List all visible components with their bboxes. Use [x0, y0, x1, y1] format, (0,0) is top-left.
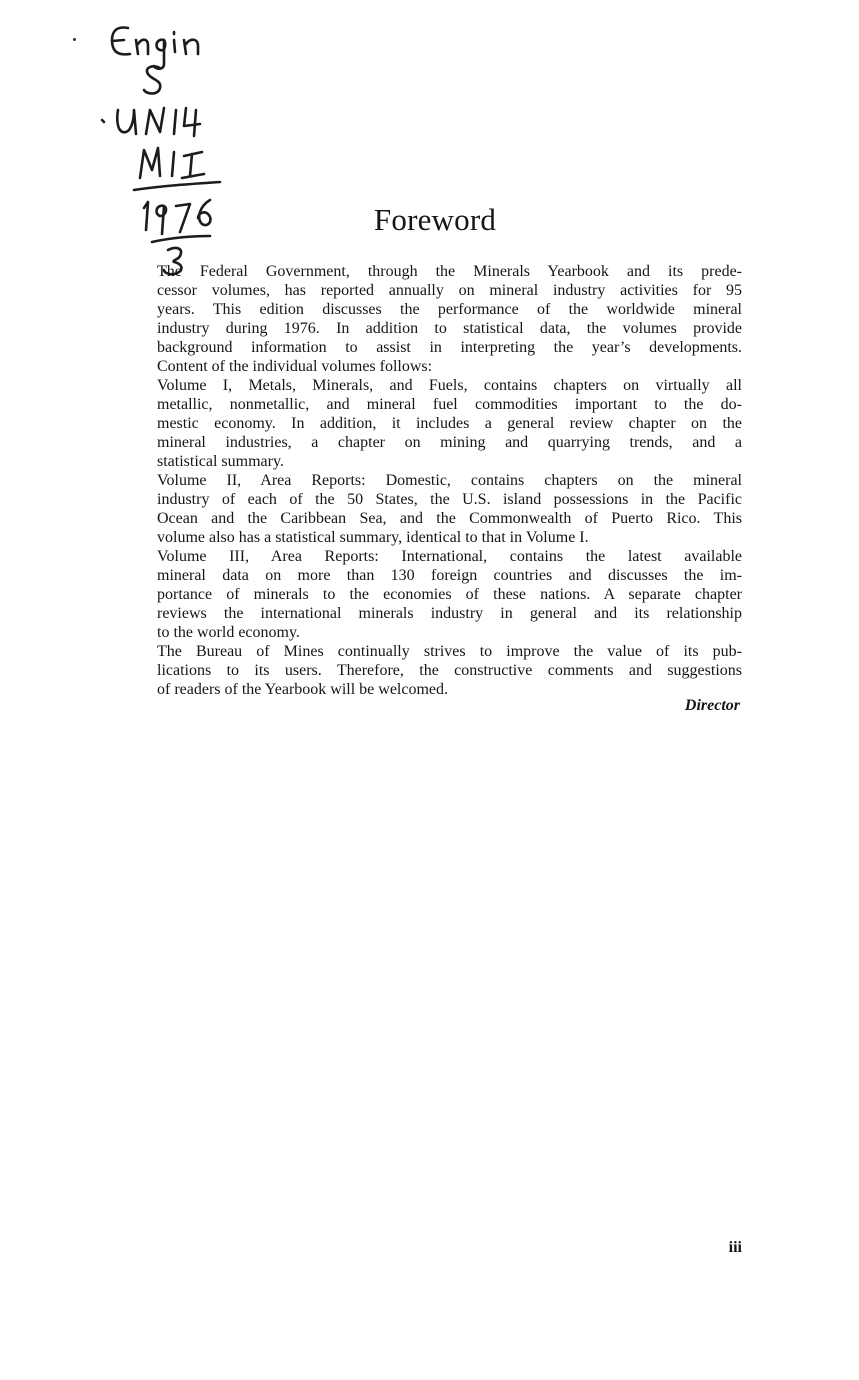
- text-line: Content of the individual volumes follows:: [157, 358, 433, 375]
- text-line: reviews the international minerals industry in general and its relationship: [157, 605, 742, 622]
- handwritten-annotation: [60, 10, 260, 280]
- text-line: cessor volumes, has reported annually on mineral industry activities for 95: [157, 282, 742, 299]
- text-line: volume also has a statistical summary, identical to that in Volume I.: [157, 529, 589, 546]
- foreword-body: [137, 262, 742, 699]
- paragraph-closing: [137, 642, 742, 699]
- text-line: statistical summary.: [157, 453, 284, 470]
- paragraph-volume-2: [137, 471, 742, 547]
- text-line: lications to its users. Therefore, the constructive comments and suggestions: [157, 662, 742, 679]
- paragraph-volume-1: [137, 376, 742, 471]
- page-title: Foreword: [373, 202, 497, 237]
- page-number: iii: [728, 1239, 742, 1256]
- paragraph-volume-3: [137, 547, 742, 642]
- text-line: years. This edition discusses the performance of the worldwide mineral: [157, 301, 742, 318]
- text-line: mestic economy. In addition, it includes a general review chapter on the: [157, 415, 742, 432]
- text-line: Volume I, Metals, Minerals, and Fuels, contains chapters on virtually all: [157, 377, 742, 394]
- text-line: Ocean and the Caribbean Sea, and the Commonwealth of Puerto Rico. This: [157, 510, 742, 527]
- text-line: mineral data on more than 130 foreign countries and discusses the im-: [157, 567, 742, 584]
- text-line: The Federal Government, through the Minerals Yearbook and its prede-: [157, 263, 742, 280]
- paragraph-intro: [137, 262, 742, 376]
- text-line: portance of minerals to the economies of these nations. A separate chapter: [157, 586, 742, 603]
- text-line: The Bureau of Mines continually strives to improve the value of its pub-: [157, 643, 742, 660]
- text-line: Volume III, Area Reports: International, contains the latest available: [157, 548, 742, 565]
- text-line: to the world economy.: [157, 624, 300, 641]
- text-line: Volume II, Area Reports: Domestic, contains chapters on the mineral: [157, 472, 742, 489]
- text-line: industry of each of the 50 States, the U.S. island possessions in the Pacific: [157, 491, 742, 508]
- text-line: industry during 1976. In addition to statistical data, the volumes provide: [157, 320, 742, 337]
- text-line: of readers of the Yearbook will be welcomed.: [157, 681, 449, 698]
- text-line: background information to assist in interpreting the year’s developments.: [157, 339, 742, 356]
- text-line: metallic, nonmetallic, and mineral fuel commodities important to the do-: [157, 396, 742, 413]
- signature: Director: [684, 697, 740, 714]
- text-line: mineral industries, a chapter on mining and quarrying trends, and a: [157, 434, 742, 451]
